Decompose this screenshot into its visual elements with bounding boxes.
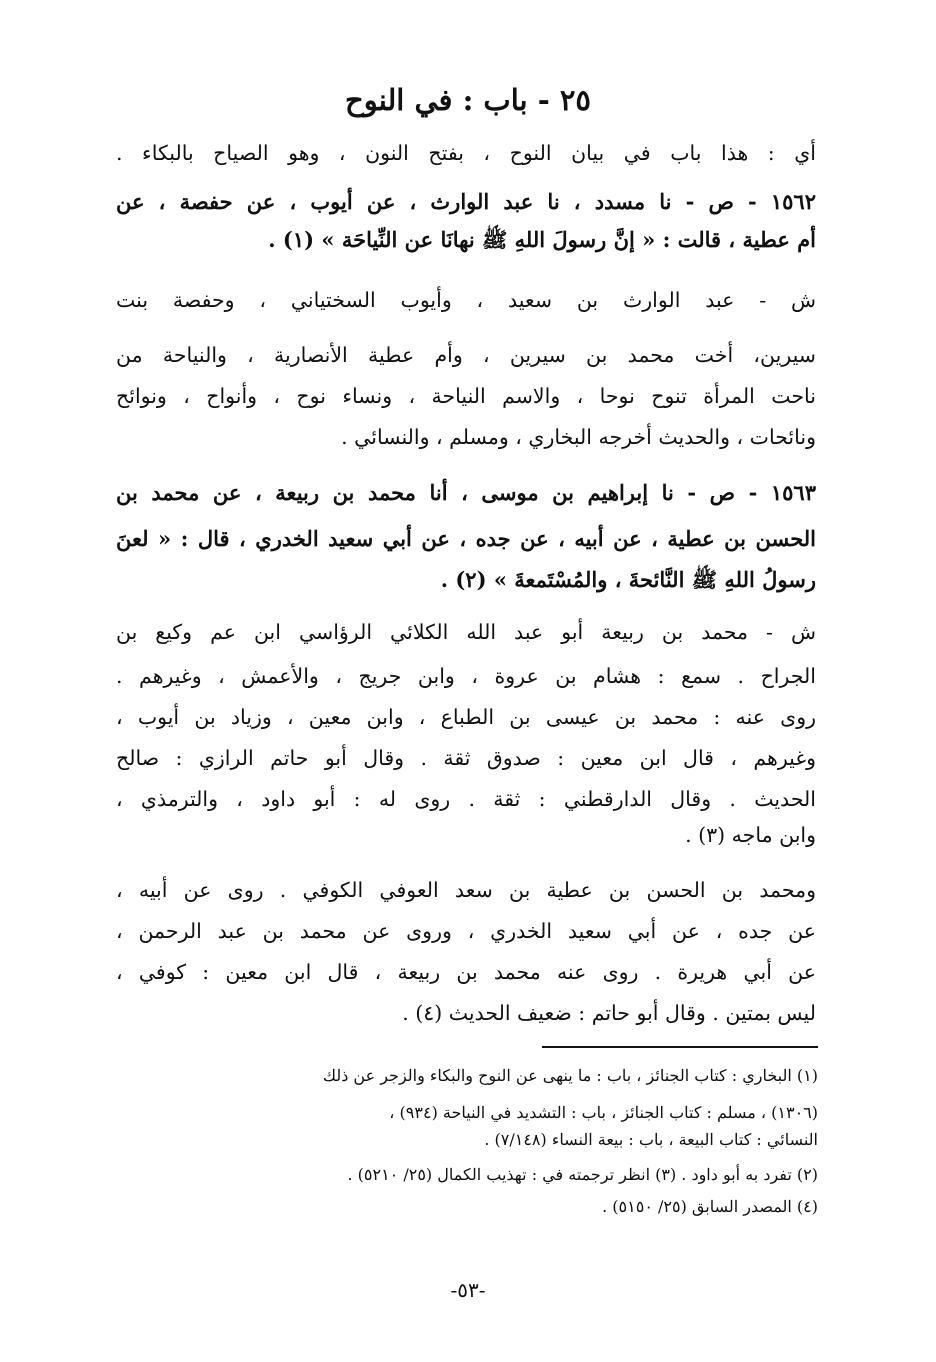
hadith-1562-line: أم عطية ، قالت : « إنَّ رسولَ اللهِ ﷺ نهانَا عن النِّياحَة » (١) . <box>268 227 816 252</box>
hadith-1562-line: ١٥٦٢ - ص - نا مسدد ، نا عبد الوارث ، عن أيوب ، عن حفصة ، عن <box>116 189 816 214</box>
hadith-1563-line: الحسن بن عطية ، عن أبيه ، عن جده ، عن أبي سعيد الخدري ، قال : « لعنَ <box>116 526 816 551</box>
footnote-line: (٤) المصدر السابق (٢٥/ ٥١٥٠) . <box>602 1197 818 1216</box>
commentary-1563-narrator-line: ومحمد بن الحسن بن عطية بن سعد العوفي الكوفي . روى عن أبيه ، <box>116 878 816 902</box>
page-number: -٥٣- <box>450 1278 486 1302</box>
footnote-divider <box>542 1046 818 1048</box>
commentary-1563-line: روى عنه : محمد بن عيسى بن الطباع ، وابن معين ، وزياد بن أيوب ، <box>116 705 816 729</box>
commentary-1563-line: الحديث . وقال الدارقطني : ثقة . روى له : أبو داود ، والترمذي ، <box>116 787 816 811</box>
commentary-1563-line: ش - محمد بن ربيعة أبو عبد الله الكلائي الرؤاسي ابن عم وكيع بن <box>116 620 816 644</box>
chapter-title: ٢٥ - باب : في النوح <box>345 83 591 117</box>
commentary-1563-line: وابن ماجه (٣) . <box>685 823 816 847</box>
commentary-1562-line: ناحت المرأة تنوح نوحا ، والاسم النياحة ، ونساء نوح ، وأنواح ، ونوائح <box>116 384 816 408</box>
commentary-1563-line: الجراح . سمع : هشام بن عروة ، وابن جريج ، والأعمش ، وغيرهم . <box>116 664 816 688</box>
commentary-1563-line: وغيرهم ، قال ابن معين : صدوق ثقة . وقال أبو حاتم الرازي : صالح <box>116 746 816 770</box>
footnote-line: (١) البخاري : كتاب الجنائز ، باب : ما ينهى عن النوح والبكاء والزجر عن ذلك <box>322 1066 818 1085</box>
hadith-1563-line: ١٥٦٣ - ص - نا إبراهيم بن موسى ، أنا محمد بن ربيعة ، عن محمد بن <box>116 480 816 505</box>
footnote-line: (١٣٠٦) ، مسلم : كتاب الجنائز ، باب : التشديد في النياحة (٩٣٤) ، <box>389 1103 818 1122</box>
hadith-1563-line: رسولُ اللهِ ﷺ النَّائحةَ ، والمُسْتَمعةَ » (٢) . <box>440 567 816 592</box>
commentary-1563-narrator-line: عن جده ، عن أبي سعيد الخدري ، وروى عن محمد بن عبد الرحمن ، <box>116 919 816 943</box>
commentary-1562-line: ش - عبد الوارث بن سعيد ، وأيوب السختياني ، وحفصة بنت <box>116 288 816 312</box>
commentary-1562-line: ونائحات ، والحديث أخرجه البخاري ، ومسلم ، والنسائي . <box>341 425 816 449</box>
commentary-1563-narrator-line: عن أبي هريرة . روى عنه محمد بن ربيعة ، قال ابن معين : كوفي ، <box>116 960 816 984</box>
commentary-1562-line: سيرين، أخت محمد بن سيرين ، وأم عطية الأنصارية ، والنياحة من <box>116 343 816 367</box>
footnote-line: النسائي : كتاب البيعة ، باب : بيعة النساء (٧/١٤٨) . <box>484 1130 818 1149</box>
intro-line: أي : هذا باب في بيان النوح ، بفتح النون ، وهو الصياح بالبكاء . <box>116 141 816 165</box>
commentary-1563-narrator-line: ليس بمتين . وقال أبو حاتم : ضعيف الحديث (٤) . <box>402 1001 816 1025</box>
footnote-line: (٢) تفرد به أبو داود . (٣) انظر ترجمته في : تهذيب الكمال (٢٥/ ٥٢١٠) . <box>347 1165 818 1184</box>
